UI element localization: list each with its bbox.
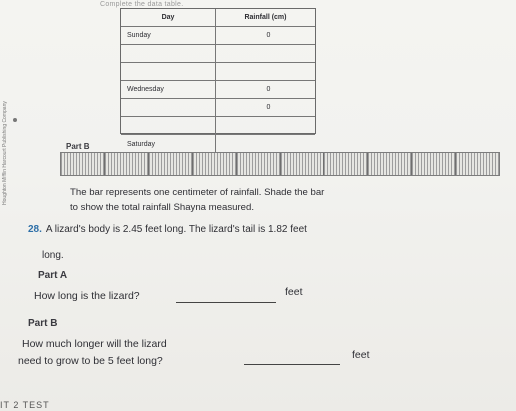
rainfall-cell[interactable] [216,135,315,153]
day-cell[interactable] [121,45,216,62]
bar-instruction-line2: to show the total rainfall Shayna measured. [70,202,254,213]
question-text: A lizard's body is 2.45 feet long. The lizard's tail is 1.82 feet [45,224,307,235]
question-number: 28. [28,224,42,235]
bar-instruction-line1: The bar represents one centimeter of rainfall. Shade the bar [70,187,325,198]
table-row [121,99,315,117]
bar-segment[interactable] [237,153,281,175]
table-header-row [121,9,315,27]
part-b-label: Part B [28,318,58,329]
margin-dot [13,118,17,122]
header-rainfall: Rainfall (cm) [244,14,287,21]
part-b-heading-top: Part B [66,142,90,151]
rainfall-cell[interactable]: 0 [266,86,271,93]
bar-segment[interactable] [324,153,368,175]
bar-segment[interactable] [281,153,325,175]
bar-segment[interactable] [149,153,193,175]
rainfall-table [120,8,316,148]
bar-segment[interactable] [412,153,456,175]
day-cell[interactable]: Sunday [121,27,216,44]
table-row [121,27,315,45]
rainfall-cell[interactable]: 0 [266,104,271,111]
part-a-unit: feet [285,286,303,298]
table-row [121,45,315,63]
bar-segment[interactable] [105,153,149,175]
bar-segment[interactable] [61,153,105,175]
table-row [121,81,315,99]
day-cell[interactable] [121,63,216,80]
bar-segment[interactable] [368,153,412,175]
part-a-question: How long is the lizard? [34,290,140,302]
table-row [121,135,315,153]
question-text-continued: long. [42,250,64,261]
bar-segment[interactable] [456,153,499,175]
rainfall-cell[interactable]: 0 [266,32,271,39]
header-day: Day [121,9,216,26]
page-footer: IT 2 TEST [0,400,50,410]
part-a-label: Part A [38,270,68,281]
day-cell[interactable] [121,99,216,116]
part-b-question-line2: need to grow to be 5 feet long? [18,355,163,367]
day-cell[interactable] [121,117,216,134]
rainfall-cell[interactable] [216,117,315,134]
table-row [121,63,315,81]
publisher-spine-text: Houghton Mifflin Harcourt Publishing Company [2,101,8,205]
part-b-answer-blank[interactable] [244,364,340,365]
rainfall-cell[interactable] [216,63,315,80]
part-a-answer-blank[interactable] [176,302,276,303]
table-instruction: Complete the data table. [100,1,184,8]
part-b-question-line1: How much longer will the lizard [22,338,167,350]
bar-segment[interactable] [193,153,237,175]
table-row [121,117,315,135]
part-b-unit: feet [352,349,370,361]
rainfall-bar-model [60,152,500,176]
question-28 [28,224,307,235]
rainfall-cell[interactable] [216,45,315,62]
day-cell[interactable]: Wednesday [121,81,216,98]
day-cell[interactable]: Saturday [121,135,216,153]
